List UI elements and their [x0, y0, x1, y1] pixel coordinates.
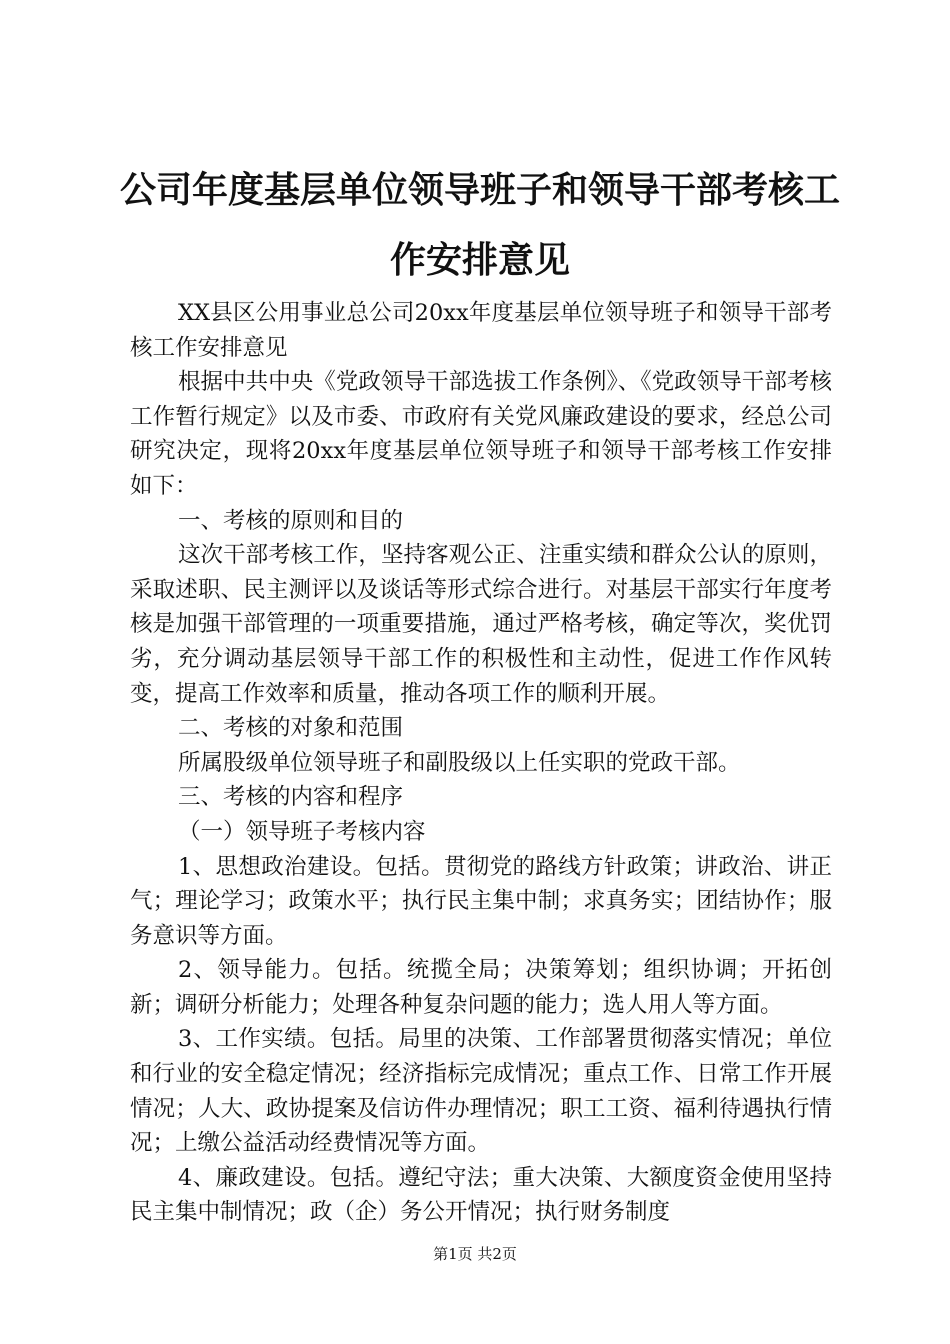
- paragraph-heading-line: XX县区公用事业总公司20xx年度基层单位领导班子和领导干部考核工作安排意见: [130, 300, 832, 361]
- page-number-footer: 第1页 共2页: [433, 1245, 517, 1263]
- section-heading-1: 一、考核的原则和目的: [178, 507, 404, 534]
- document-title: 公司年度基层单位领导班子和领导干部考核工作安排意见: [119, 169, 840, 281]
- list-item-political: 1、思想政治建设。包括。贯彻党的路线方针政策；讲政治、讲正气；理论学习；政策水平；执行民主集中制；求真务实；团结协作；服务意识等方面。: [130, 853, 832, 949]
- subsection-heading-1: （一）领导班子考核内容: [178, 818, 426, 845]
- paragraph-scope: 所属股级单位领导班子和副股级以上任实职的党政干部。: [178, 749, 741, 776]
- list-item-performance: 3、工作实绩。包括。局里的决策、工作部署贯彻落实情况；单位和行业的安全稳定情况；经济指标完成情况；重点工作、日常工作开展情况；人大、政协提案及信访件办理情况；职工工资、福利待遇执行情况；上缴公益活动经费情况等方面。: [130, 1026, 832, 1157]
- paragraph-intro: 根据中共中央《党政领导干部选拔工作条例》、《党政领导干部考核工作暂行规定》以及市委、市政府有关党风廉政建设的要求，经总公司研究决定，现将20xx年度基层单位领导班子和领导干部考核工作安排如下：: [130, 369, 832, 499]
- paragraph-principles: 这次干部考核工作，坚持客观公正、注重实绩和群众公认的原则，采取述职、民主测评以及谈话等形式综合进行。对基层干部实行年度考核是加强干部管理的一项重要措施，通过严格考核，确定等次，奖优罚劣，充分调动基层领导干部工作的积极性和主动性，促进工作作风转变，提高工作效率和质量，推动各项工作的顺利开展。: [130, 542, 832, 707]
- section-heading-2: 二、考核的对象和范围: [178, 715, 404, 742]
- list-item-integrity: 4、廉政建设。包括。遵纪守法；重大决策、大额度资金使用坚持民主集中制情况；政（企）务公开情况；执行财务制度: [130, 1164, 832, 1226]
- list-item-leadership: 2、领导能力。包括。统揽全局；决策筹划；组织协调；开拓创新；调研分析能力；处理各种复杂问题的能力；选人用人等方面。: [130, 957, 832, 1018]
- section-heading-3: 三、考核的内容和程序: [178, 784, 404, 811]
- document-body: [130, 296, 832, 1230]
